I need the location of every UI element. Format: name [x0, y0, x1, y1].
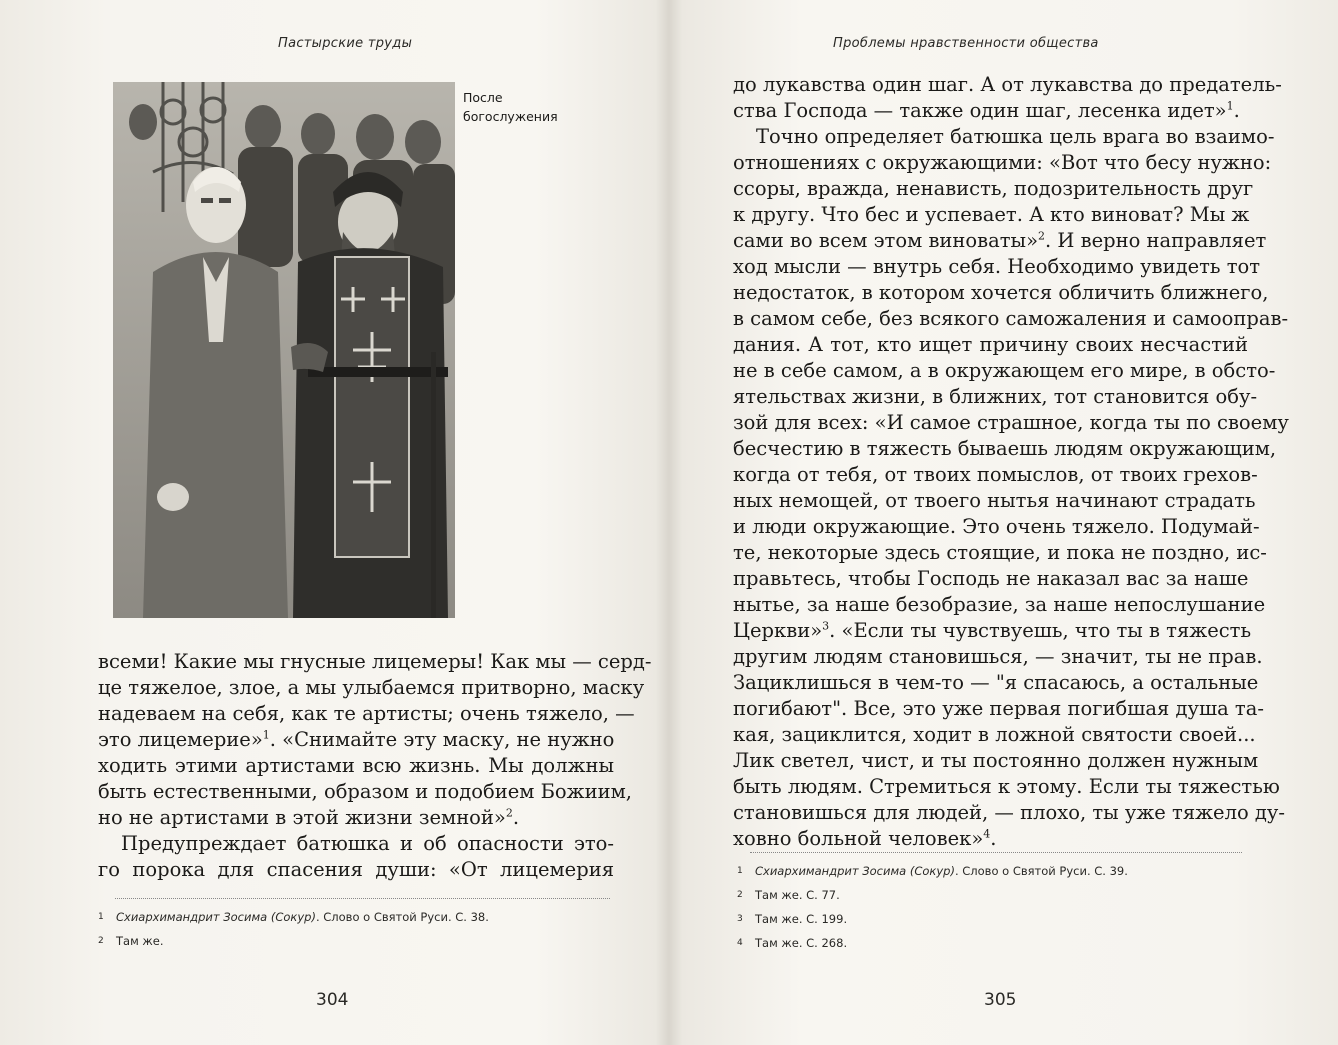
- text-line: в самом себе, без всякого саможаления и самооправ-: [733, 307, 1289, 330]
- caption-line-2: богослужения: [463, 109, 558, 124]
- footnote-number: 2: [737, 890, 743, 900]
- footnote-number: 4: [737, 938, 743, 948]
- footnote: [737, 859, 1128, 883]
- text-line: и люди окружающие. Это очень тяжело. Подумай-: [733, 515, 1260, 538]
- text-line: становишься для людей, — плохо, ты уже тяжело ду-: [733, 801, 1285, 824]
- footnote-number: 2: [98, 936, 104, 946]
- footnote-author: Схиархимандрит Зосима (Сокур): [116, 910, 316, 924]
- text-line: Точно определяет батюшка цель врага во взаимо-: [756, 125, 1275, 148]
- text-line: к другу. Что бес и успевает. А кто виноват? Мы ж: [733, 203, 1250, 226]
- footnotes: [737, 859, 1128, 955]
- text-line: быть людям. Стремиться к этому. Если ты тяжестью: [733, 775, 1280, 798]
- right-page: [670, 0, 1338, 1045]
- text-segment: ховно больной человек»: [733, 827, 984, 850]
- text-segment: Церкви»: [733, 619, 823, 642]
- footnote-text: . Слово о Святой Руси. С. 39.: [954, 864, 1128, 878]
- footnote-text: Там же. С. 199.: [755, 912, 848, 926]
- text-line: быть естественными, образом и подобием Божиим,: [98, 780, 632, 803]
- footnote-ref: 2: [1038, 229, 1046, 243]
- text-line: до лукавства один шаг. А от лукавства до предатель-: [733, 73, 1282, 96]
- photo-illustration: [113, 82, 455, 618]
- text-line: дания. А тот, кто ищет причину своих несчастий: [733, 333, 1248, 356]
- text-line: це тяжелое, злое, а мы улыбаемся притворно, маску: [98, 676, 645, 699]
- footnote: [737, 907, 1128, 931]
- footnote: [737, 931, 1128, 955]
- footnote-number: 1: [737, 866, 743, 876]
- footnote-text: Там же.: [116, 934, 164, 948]
- footnote-text: Там же. С. 77.: [755, 888, 840, 902]
- text-segment: сами во всем этом виноваты»: [733, 229, 1039, 252]
- text-line: ссоры, вражда, ненависть, подозрительность друг: [733, 177, 1254, 200]
- text-line: когда от тебя, от твоих помыслов, от твоих грехов-: [733, 463, 1258, 486]
- running-head: Пастырские труды: [278, 36, 413, 51]
- running-head: Проблемы нравственности общества: [833, 36, 1099, 51]
- footnote-text: Там же. С. 268.: [755, 936, 848, 950]
- footnote-text: . Слово о Святой Руси. С. 38.: [315, 910, 489, 924]
- text-segment: но не артистами в этой жизни земной»: [98, 806, 506, 829]
- footnotes: [98, 905, 489, 953]
- footnote-ref: 1: [1226, 99, 1234, 113]
- text-segment: . «Снимайте эту маску, не нужно: [269, 728, 615, 751]
- page-number: 304: [316, 990, 349, 1010]
- text-line: не в себе самом, а в окружающем его мире, в обсто-: [733, 359, 1276, 382]
- text-line: кая, зациклится, ходит в ложной святости своей...: [733, 723, 1256, 746]
- footnote: [737, 883, 1128, 907]
- text-segment: .: [990, 827, 997, 850]
- photo-figure: [113, 82, 603, 620]
- footnote-divider: [115, 898, 610, 899]
- footnote-number: 1: [98, 912, 104, 922]
- text-line: Лик светел, чист, и ты постоянно должен нужным: [733, 749, 1259, 772]
- text-segment: ства Господа — также один шаг, лесенка идет»: [733, 99, 1227, 122]
- text-line: всеми! Какие мы гнусные лицемеры! Как мы — серд-: [98, 650, 652, 673]
- text-line: ных немощей, от твоего нытья начинают страдать: [733, 489, 1256, 512]
- text-line: погибают". Все, это уже первая погибшая душа та-: [733, 697, 1264, 720]
- text-line: нытье, за наше безобразие, за наше непослушание: [733, 593, 1266, 616]
- footnote-ref: 2: [505, 806, 513, 820]
- left-page: [0, 0, 668, 1045]
- text-line: бесчестию в тяжесть бываешь людям окружающим,: [733, 437, 1277, 460]
- footnote-divider: [750, 852, 1242, 853]
- text-line: зой для всех: «И самое страшное, когда ты по своему: [733, 411, 1289, 434]
- text-line: недостаток, в котором хочется обличить ближнего,: [733, 281, 1269, 304]
- text-line: [733, 228, 1267, 254]
- text-line: [98, 805, 614, 831]
- text-segment: .: [512, 806, 520, 829]
- footnote-ref: 4: [983, 827, 991, 841]
- text-line: правьтесь, чтобы Господь не наказал вас за наше: [733, 567, 1249, 590]
- body-text: [98, 649, 652, 883]
- text-line: Зациклишься в чем-то — "я спасаюсь, а остальные: [733, 671, 1259, 694]
- text-line: другим людям становишься, — значит, ты не прав.: [733, 645, 1263, 668]
- text-line: Предупреждает батюшка и об опасности это-: [121, 832, 614, 855]
- footnote-ref: 3: [822, 619, 830, 633]
- page-number: 305: [984, 990, 1017, 1010]
- text-line: ятельствах жизни, в ближних, тот становится обу-: [733, 385, 1258, 408]
- footnote: [98, 905, 489, 929]
- text-line: надеваем на себя, как те артисты; очень тяжело, —: [98, 702, 635, 725]
- footnote-author: Схиархимандрит Зосима (Сокур): [755, 864, 955, 878]
- text-line: ства Господа — также один шаг, лесенка идет»$^1$.: [733, 99, 1240, 122]
- caption-line-1: После: [463, 90, 503, 105]
- footnote-number: 3: [737, 914, 743, 924]
- body-text: [733, 72, 1289, 852]
- photo-after-service: [113, 82, 455, 618]
- text-line: го порока для спасения души: «От лицемерия: [98, 858, 614, 881]
- text-line: ходить этими артистами всю жизнь. Мы должны: [98, 754, 614, 777]
- footnote-ref: 1: [262, 728, 270, 742]
- photo-caption: [463, 88, 558, 126]
- text-line: отношениях с окружающими: «Вот что бесу нужно:: [733, 151, 1272, 174]
- text-segment: это лицемерие»: [98, 728, 263, 751]
- text-segment: . И верно направляет: [1045, 229, 1267, 252]
- text-line: [733, 618, 1252, 644]
- text-line: ход мысли — внутрь себя. Необходимо увидеть тот: [733, 255, 1261, 278]
- footnote: [98, 929, 489, 953]
- text-segment: . «Если ты чувствуешь, что ты в тяжесть: [829, 619, 1252, 642]
- text-line: [98, 727, 614, 753]
- text-line: те, некоторые здесь стоящие, и пока не поздно, ис-: [733, 541, 1267, 564]
- text-line: [733, 826, 1248, 852]
